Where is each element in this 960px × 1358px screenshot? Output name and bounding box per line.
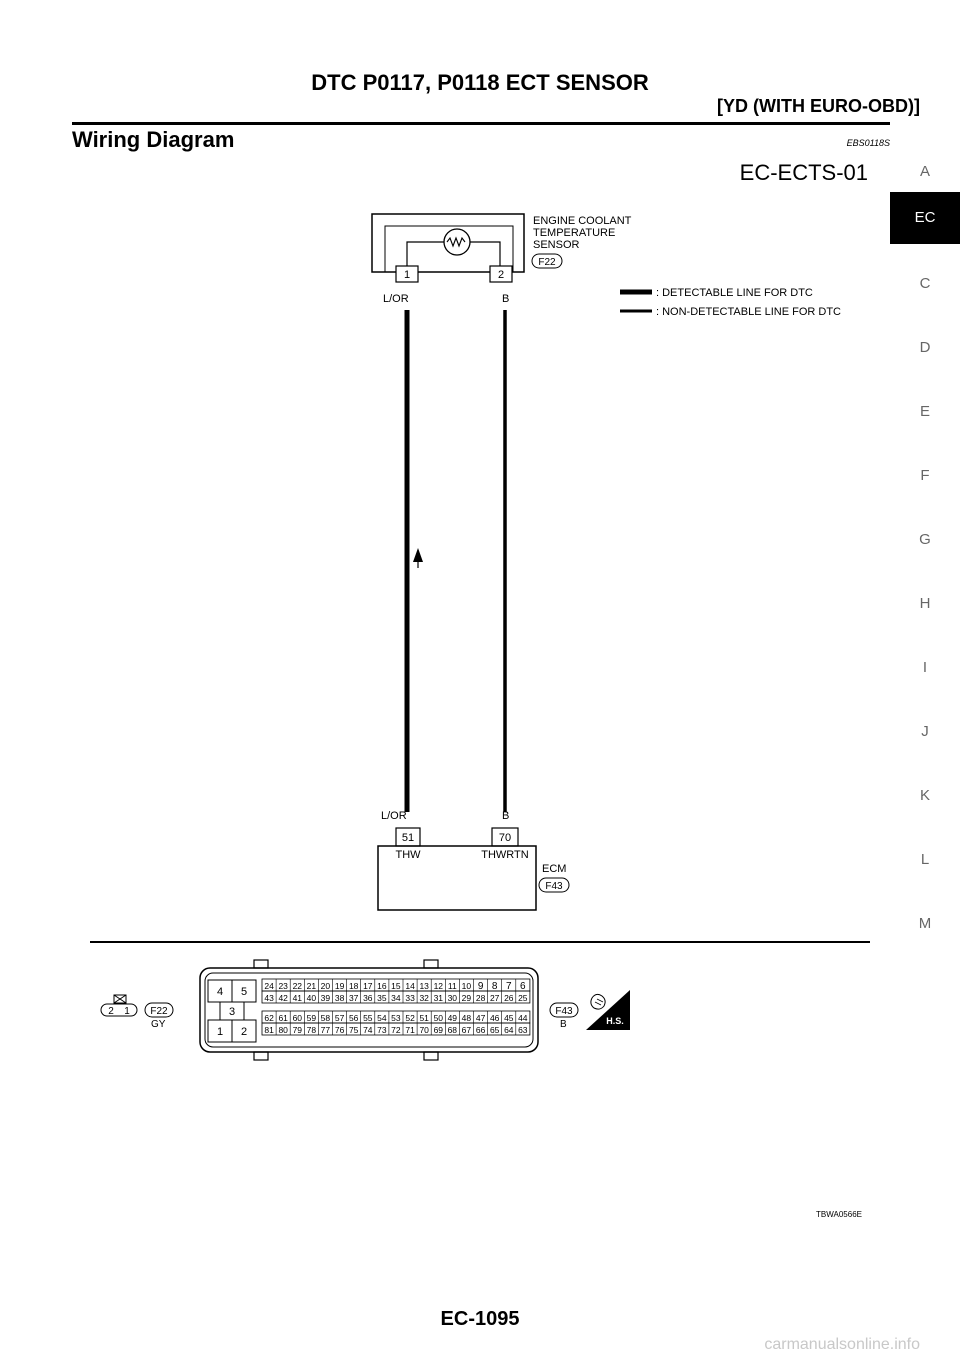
f43-pin-70: 70 <box>419 1025 429 1035</box>
page-header-subtitle: [YD (WITH EURO-OBD)] <box>717 96 920 116</box>
f22-connector-color: GY <box>151 1019 166 1030</box>
f43-pin-19: 19 <box>334 981 345 991</box>
f43-pin-10: 10 <box>461 981 472 991</box>
side-tab-g[interactable]: G <box>919 531 931 548</box>
f43-pin-52: 52 <box>405 1013 415 1023</box>
f43-pin-72: 72 <box>391 1025 401 1035</box>
f43-pin-81: 81 <box>264 1025 274 1035</box>
sensor-label-line-3: SENSOR <box>533 239 580 251</box>
f22-pin-2: 2 <box>108 1006 114 1017</box>
svg-text:1: 1 <box>403 269 411 281</box>
f43-pin-60: 60 <box>292 1013 303 1023</box>
side-tab-j[interactable]: J <box>921 723 929 740</box>
f43-pin-62: 62 <box>264 1013 274 1023</box>
f43-pin-9: 9 <box>477 981 484 992</box>
f43-pin-8: 8 <box>491 981 498 992</box>
diagram-id: EC-ECTS-01 <box>739 160 868 185</box>
f43-pin-74: 74 <box>363 1025 373 1035</box>
f43-pin-30: 30 <box>447 993 458 1003</box>
f43-pin-31: 31 <box>433 993 444 1003</box>
wire-color-bottom-2: B <box>502 810 510 822</box>
figure-id: TBWA0566E <box>816 1210 862 1219</box>
wire-color-bottom-1: L/OR <box>381 810 407 822</box>
ecm-terminal-thw: THW <box>395 849 421 861</box>
f43-pin-39: 39 <box>320 993 331 1003</box>
f43-pin-77: 77 <box>320 1025 331 1035</box>
f43-pin-48: 48 <box>461 1013 472 1023</box>
f43-pin-65: 65 <box>489 1025 500 1035</box>
f43-pin-51: 51 <box>419 1013 429 1023</box>
f43-pin-grid <box>262 979 530 1035</box>
svg-text:4: 4 <box>216 986 224 998</box>
hs-label: H.S. <box>606 1016 624 1026</box>
f43-pin-14: 14 <box>405 981 415 991</box>
ecm-terminal-thwrtn: THWRTN <box>481 849 529 861</box>
f43-pin-42: 42 <box>278 993 288 1003</box>
f43-pin-33: 33 <box>405 993 415 1003</box>
f22-pin-1: 1 <box>124 1006 130 1017</box>
f43-pin-45: 45 <box>504 1013 514 1023</box>
f43-pin-27: 27 <box>489 993 500 1003</box>
f43-pin-76: 76 <box>334 1025 345 1035</box>
f43-pin-79: 79 <box>292 1025 303 1035</box>
f43-pin-69: 69 <box>433 1025 444 1035</box>
f43-pin-64: 64 <box>504 1025 514 1035</box>
f43-pin-58: 58 <box>320 1013 331 1023</box>
side-tab-a[interactable]: A <box>919 163 930 180</box>
f43-pin-36: 36 <box>363 993 373 1003</box>
f43-pin-49: 49 <box>447 1013 458 1023</box>
side-tab-d[interactable]: D <box>919 339 931 356</box>
f43-pin-12: 12 <box>433 981 444 991</box>
section-title: Wiring Diagram <box>72 127 235 152</box>
f43-pin-29: 29 <box>461 993 472 1003</box>
f22-connector-view <box>101 995 173 1030</box>
svg-text:2: 2 <box>240 1026 248 1038</box>
side-tab-l[interactable]: L <box>920 851 930 868</box>
f43-pin-20: 20 <box>320 981 331 991</box>
f43-pin-15: 15 <box>391 981 401 991</box>
side-tab-c[interactable]: C <box>919 275 931 292</box>
section-id: EBS0118S <box>846 138 890 148</box>
f43-pin-68: 68 <box>447 1025 458 1035</box>
side-tab-e[interactable]: E <box>919 403 930 420</box>
svg-text:3: 3 <box>228 1006 236 1018</box>
f43-pin-21: 21 <box>306 981 317 991</box>
f43-pin-25: 25 <box>518 993 528 1003</box>
f43-pin-34: 34 <box>391 993 401 1003</box>
side-tab-h[interactable]: H <box>919 595 931 612</box>
sensor-label-line-1: ENGINE COOLANT <box>533 215 632 227</box>
svg-text:70: 70 <box>498 832 512 844</box>
f22-connector-id: F22 <box>150 1006 168 1017</box>
f43-pin-67: 67 <box>461 1025 472 1035</box>
f43-pin-55: 55 <box>363 1013 373 1023</box>
f43-pin-22: 22 <box>292 981 303 991</box>
f43-pin-41: 41 <box>292 993 303 1003</box>
f43-pin-17: 17 <box>363 981 373 991</box>
f43-pin-37: 37 <box>348 993 359 1003</box>
side-tab-k[interactable]: K <box>919 787 930 804</box>
f43-pin-11: 11 <box>447 981 457 991</box>
harness-side-icon <box>586 990 630 1030</box>
page-id: EC-1095 <box>440 1308 520 1330</box>
f43-pin-18: 18 <box>348 981 359 991</box>
f43-pin-13: 13 <box>419 981 429 991</box>
f43-pin-32: 32 <box>419 993 429 1003</box>
f43-pin-44: 44 <box>518 1013 528 1023</box>
wire-color-top-1: L/OR <box>383 293 409 305</box>
f43-pin-28: 28 <box>475 993 486 1003</box>
f43-pin-26: 26 <box>504 993 514 1003</box>
f43-pin-50: 50 <box>433 1013 444 1023</box>
f43-pin-61: 61 <box>278 1013 288 1023</box>
page-header-title: DTC P0117, P0118 ECT SENSOR <box>311 70 649 95</box>
svg-text:51: 51 <box>401 832 415 844</box>
ecm-label: ECM <box>542 863 567 875</box>
f43-pin-57: 57 <box>334 1013 345 1023</box>
f43-connector-id: F43 <box>555 1006 573 1017</box>
f43-pin-73: 73 <box>377 1025 387 1035</box>
f43-pin-47: 47 <box>475 1013 486 1023</box>
watermark-text: carmanualsonline.info <box>764 1336 920 1353</box>
f43-pin-6: 6 <box>520 981 526 992</box>
legend-detectable-label: : DETECTABLE LINE FOR DTC <box>656 287 813 299</box>
f43-pin-80: 80 <box>278 1025 288 1035</box>
svg-text:1: 1 <box>216 1026 224 1038</box>
f43-connector-color: B <box>560 1019 567 1030</box>
svg-text:5: 5 <box>240 986 248 998</box>
f43-pin-46: 46 <box>489 1013 500 1023</box>
sensor-label-line-2: TEMPERATURE <box>533 227 616 239</box>
f43-pin-66: 66 <box>475 1025 486 1035</box>
side-tab-m[interactable]: M <box>918 915 932 932</box>
legend-non-detectable-label: : NON-DETECTABLE LINE FOR DTC <box>656 306 841 318</box>
svg-text:2: 2 <box>497 269 505 281</box>
f43-pin-43: 43 <box>264 993 274 1003</box>
wire-color-top-2: B <box>502 293 510 305</box>
side-tab-i[interactable]: I <box>922 659 928 676</box>
sensor-connector-id: F22 <box>538 257 556 268</box>
f43-connector-view <box>200 960 538 1060</box>
f43-pin-71: 71 <box>405 1025 415 1035</box>
f43-pin-53: 53 <box>391 1013 401 1023</box>
ecm-connector-id: F43 <box>545 881 563 892</box>
f43-pin-59: 59 <box>306 1013 317 1023</box>
f43-pin-78: 78 <box>306 1025 317 1035</box>
f43-pin-38: 38 <box>334 993 345 1003</box>
f43-pin-35: 35 <box>377 993 387 1003</box>
f43-pin-40: 40 <box>306 993 317 1003</box>
f43-pin-7: 7 <box>506 981 512 992</box>
f43-pin-23: 23 <box>278 981 288 991</box>
f43-pin-24: 24 <box>264 981 274 991</box>
f43-pin-56: 56 <box>348 1013 359 1023</box>
side-tab-ec[interactable]: EC <box>890 192 960 244</box>
f43-pin-63: 63 <box>518 1025 528 1035</box>
f43-pin-75: 75 <box>348 1025 359 1035</box>
f43-pin-16: 16 <box>377 981 387 991</box>
side-tab-f[interactable]: F <box>920 467 930 484</box>
f43-pin-54: 54 <box>377 1013 387 1023</box>
